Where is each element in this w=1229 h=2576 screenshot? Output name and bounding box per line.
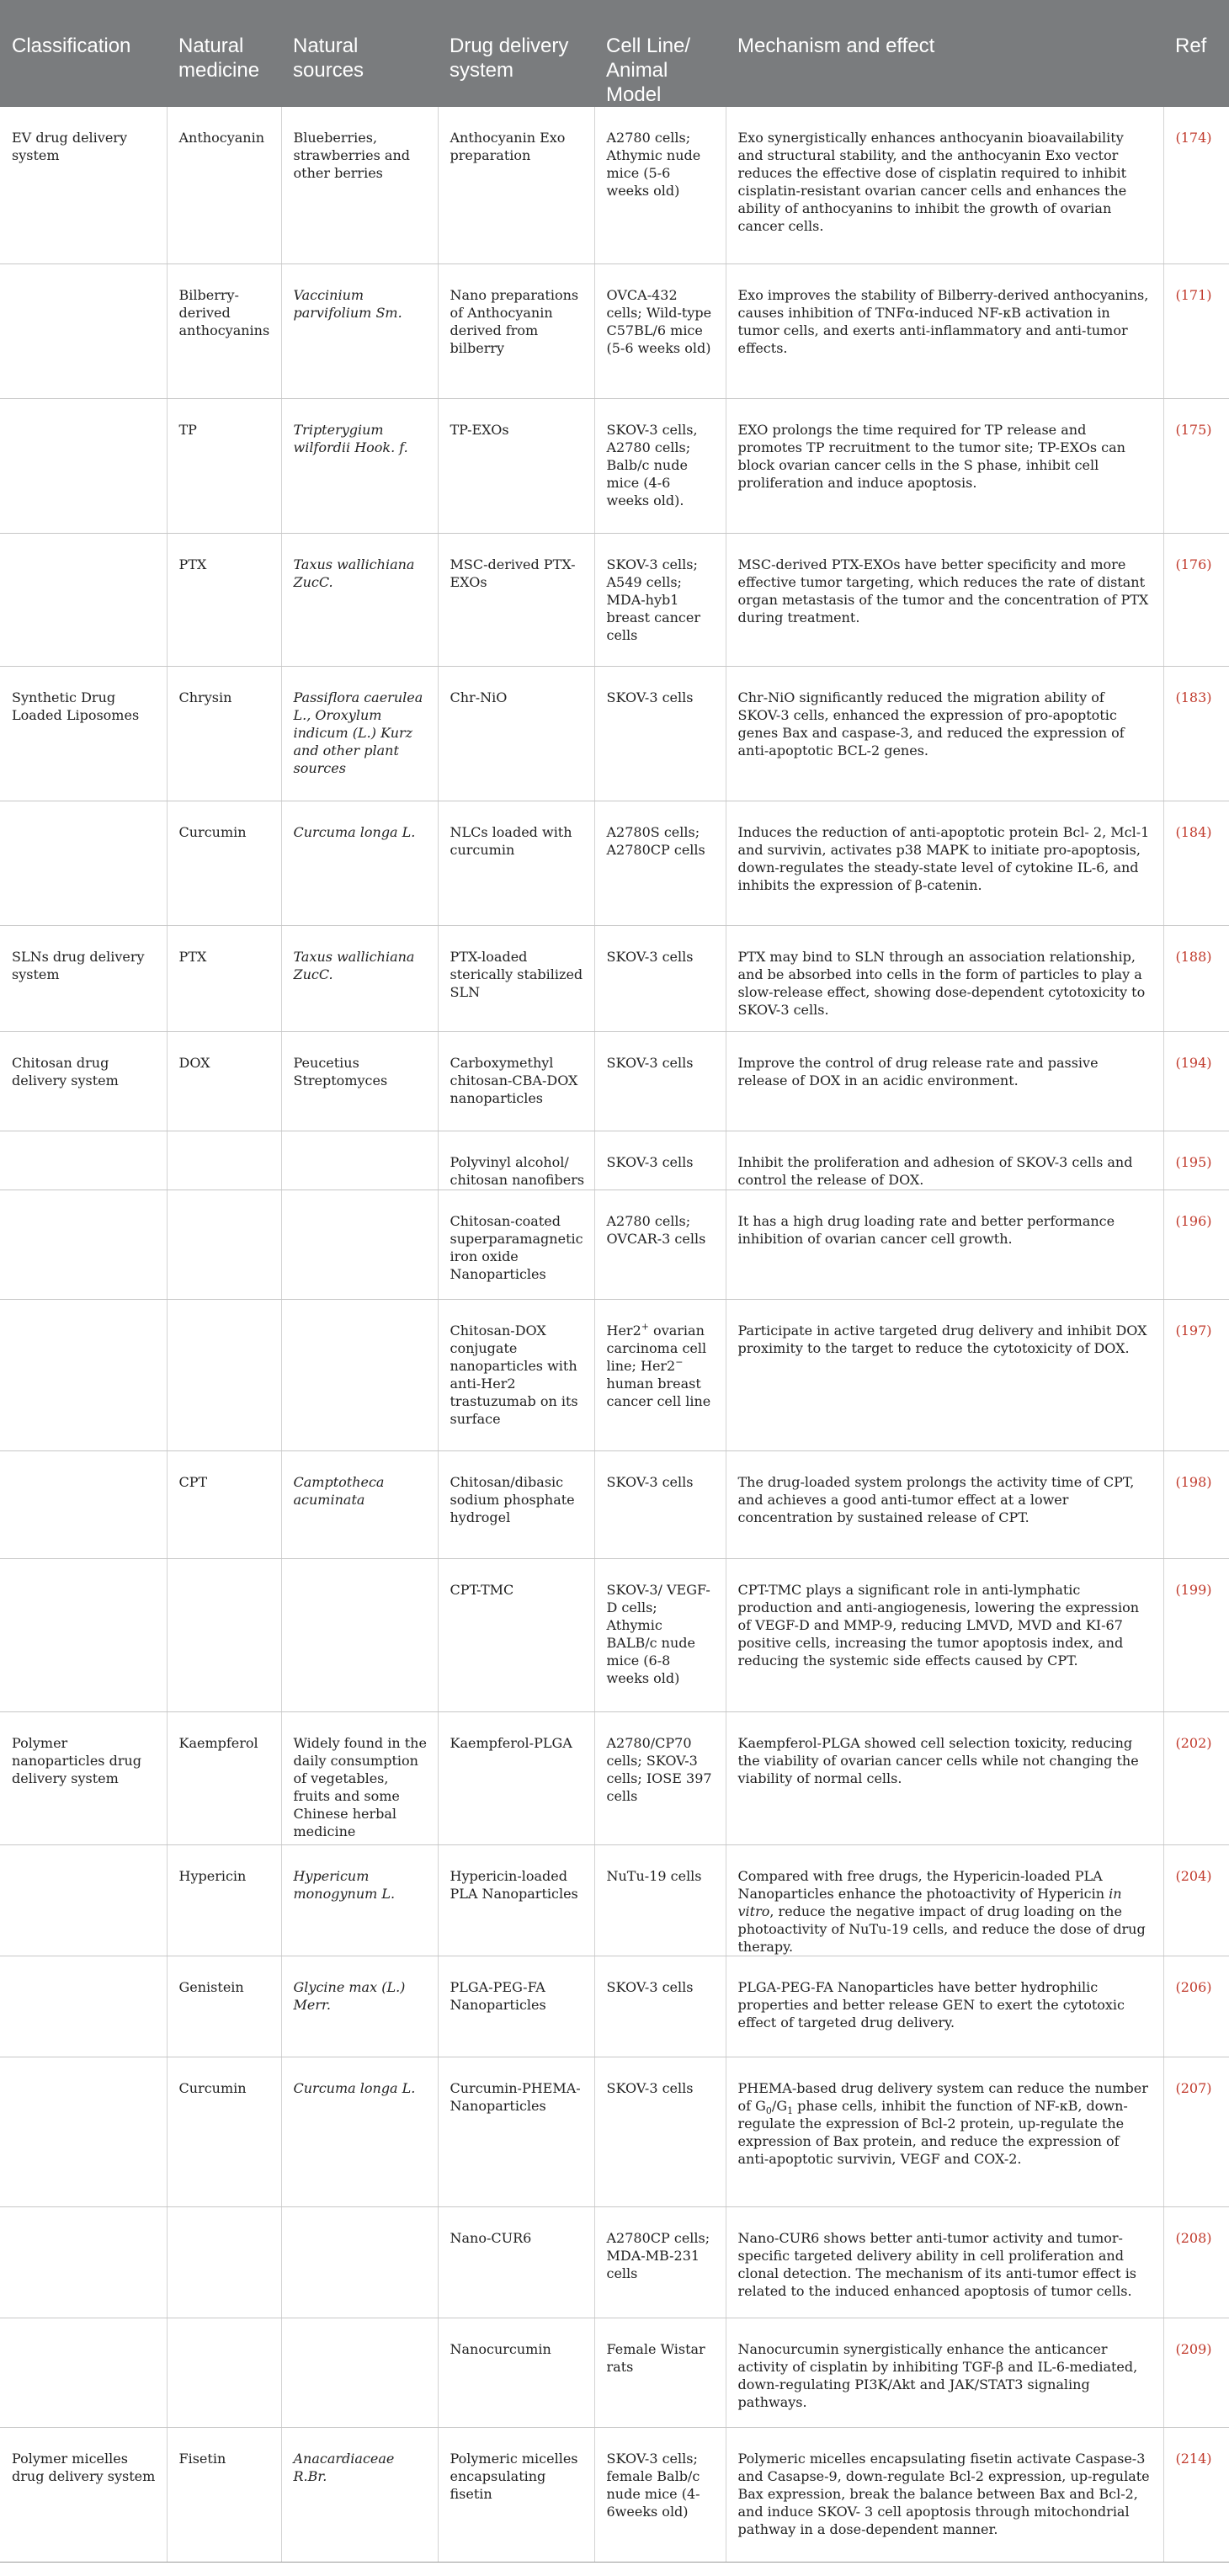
cell-system: Carboxymethyl chitosan-CBA-DOX nanoparticles (438, 1031, 594, 1131)
cell-classification (0, 1190, 167, 1299)
cell-system: PLGA-PEG-FA Nanoparticles (438, 1956, 594, 2057)
cell-source: Hypericum monogynum L. (281, 1844, 438, 1956)
cellline-text: Her2 (606, 1322, 641, 1339)
cell-medicine: PTX (167, 533, 281, 666)
cell-cellline: OVCA-432 cells; Wild-type C57BL/6 mice (5-6 weeks old) (594, 263, 726, 398)
cell-medicine: Curcumin (167, 801, 281, 925)
cell-cellline: SKOV-3 cells; A549 cells; MDA-hyb1 breast cancer cells (594, 533, 726, 666)
cell-medicine: Fisetin (167, 2427, 281, 2562)
cell-classification (0, 2057, 167, 2206)
cell-classification: Polymer nanoparticles drug delivery system (0, 1711, 167, 1844)
cell-classification (0, 1558, 167, 1711)
cell-source: Taxus wallichiana ZucC. (281, 925, 438, 1031)
cell-classification (0, 1844, 167, 1956)
cell-cellline: SKOV-3 cells (594, 2057, 726, 2206)
cell-cellline: NuTu-19 cells (594, 1844, 726, 1956)
ref-link[interactable]: (171) (1163, 263, 1229, 398)
cell-classification (0, 1131, 167, 1190)
ref-link[interactable]: (208) (1163, 2206, 1229, 2318)
header-cell-line: Cell Line/ Animal Model (606, 35, 691, 106)
table-row (0, 1956, 1229, 2057)
cell-mechanism: Exo improves the stability of Bilberry-derived anthocyanins, causes inhibition of TNFα-induced NF-κB activation in tumor cells, and exerts anti-inflammatory and anti-tumor effects. (726, 263, 1163, 398)
table-row (0, 2206, 1229, 2318)
table-row (0, 1190, 1229, 1299)
cell-source: Vaccinium parvifolium Sm. (281, 263, 438, 398)
cell-mechanism: PTX may bind to SLN through an association relationship, and be absorbed into cells in the form of particles to play a slow-release effect, showing dose-dependent cytotoxicity to SKOV-3 cells. (726, 925, 1163, 1031)
cell-mechanism: Improve the control of drug release rate and passive release of DOX in an acidic environment. (726, 1031, 1163, 1131)
cell-cellline: Female Wistar rats (594, 2318, 726, 2427)
table-row (0, 925, 1229, 1031)
table-row (0, 107, 1229, 263)
header-natural-medicine: Natural medicine (178, 35, 260, 82)
ref-link[interactable]: (174) (1163, 107, 1229, 263)
cell-mechanism (726, 1844, 1163, 1956)
cell-cellline: SKOV-3 cells (594, 1450, 726, 1558)
cell-classification (0, 1450, 167, 1558)
cell-classification: Chitosan drug delivery system (0, 1031, 167, 1131)
header-classification: Classification (12, 35, 131, 57)
cell-system: Chr-NiO (438, 666, 594, 801)
cell-source: Curcuma longa L. (281, 2057, 438, 2206)
cell-medicine: DOX (167, 1031, 281, 1131)
cell-cellline (594, 1299, 726, 1450)
ref-link[interactable]: (183) (1163, 666, 1229, 801)
cell-classification (0, 263, 167, 398)
cell-medicine (167, 2206, 281, 2318)
mechanism-text: , reduce the negative impact of drug loading on the photoactivity of NuTu-19 cells, and reduce the dose of drug therapy. (737, 1903, 1146, 1955)
cell-source (281, 2318, 438, 2427)
cell-source: Anacardiaceae R.Br. (281, 2427, 438, 2562)
ref-link[interactable]: (197) (1163, 1299, 1229, 1450)
ref-link[interactable]: (188) (1163, 925, 1229, 1031)
cell-source: Taxus wallichiana ZucC. (281, 533, 438, 666)
cell-medicine: Hypericin (167, 1844, 281, 1956)
cell-source: Blueberries, strawberries and other berries (281, 107, 438, 263)
cell-medicine: Chrysin (167, 666, 281, 801)
cell-medicine (167, 1299, 281, 1450)
ref-link[interactable]: (198) (1163, 1450, 1229, 1558)
cell-cellline: SKOV-3 cells (594, 1131, 726, 1190)
cell-system: MSC-derived PTX-EXOs (438, 533, 594, 666)
cell-classification: SLNs drug delivery system (0, 925, 167, 1031)
cell-classification: Synthetic Drug Loaded Liposomes (0, 666, 167, 801)
cell-system: Chitosan-DOX conjugate nanoparticles with anti-Her2 trastuzumab on its surface (438, 1299, 594, 1450)
cell-cellline: SKOV-3 cells, A2780 cells; Balb/c nude mice (4-6 weeks old). (594, 398, 726, 533)
cell-cellline: A2780S cells; A2780CP cells (594, 801, 726, 925)
header-mechanism: Mechanism and effect (737, 35, 935, 57)
cell-classification (0, 1956, 167, 2057)
table-row (0, 1450, 1229, 1558)
cell-mechanism: Participate in active targeted drug delivery and inhibit DOX proximity to the target to reduce the cytotoxicity of DOX. (726, 1299, 1163, 1450)
cell-system: Chitosan/dibasic sodium phosphate hydrogel (438, 1450, 594, 1558)
ref-link[interactable]: (194) (1163, 1031, 1229, 1131)
cell-medicine (167, 1190, 281, 1299)
cell-mechanism: PLGA-PEG-FA Nanoparticles have better hydrophilic properties and better release GEN to exert the cytotoxic effect of targeted drug delivery. (726, 1956, 1163, 2057)
cell-classification: Polymer micelles drug delivery system (0, 2427, 167, 2562)
cell-classification (0, 801, 167, 925)
table-row (0, 1558, 1229, 1711)
cellline-text: human breast cancer cell line (606, 1375, 711, 1409)
cell-cellline: A2780/CP70 cells; SKOV-3 cells; IOSE 397 cells (594, 1711, 726, 1844)
cellline-text: ovarian carcinoma cell line; Her2 (606, 1322, 707, 1374)
cell-source: Curcuma longa L. (281, 801, 438, 925)
cell-system: Nano-CUR6 (438, 2206, 594, 2318)
cell-medicine: CPT (167, 1450, 281, 1558)
ref-link[interactable]: (206) (1163, 1956, 1229, 2057)
table-row (0, 1031, 1229, 1131)
table-row (0, 2427, 1229, 2562)
table-row (0, 2318, 1229, 2427)
subscript: 0 (765, 2105, 772, 2116)
cell-mechanism: Exo synergistically enhances anthocyanin bioavailability and structural stability, and the anthocyanin Exo vector reduces the effective dose of cisplatin required to inhibit cisplatin-resistant ovarian cancer cells and enhances the ability of anthocyanins to inhibit the growth of ovarian cancer cells. (726, 107, 1163, 263)
cell-medicine (167, 1131, 281, 1190)
cell-medicine (167, 1558, 281, 1711)
table-row (0, 533, 1229, 666)
cell-source: Passiflora caerulea L., Oroxylum indicum (L.) Kurz and other plant sources (281, 666, 438, 801)
cell-mechanism: Kaempferol-PLGA showed cell selection toxicity, reducing the viability of ovarian cancer cells while not changing the viability of normal cells. (726, 1711, 1163, 1844)
cell-mechanism: The drug-loaded system prolongs the activity time of CPT, and achieves a good anti-tumor effect at a lower concentration by sustained release of CPT. (726, 1450, 1163, 1558)
cell-source (281, 1131, 438, 1190)
header-ref: Ref (1175, 35, 1207, 57)
cell-source: Glycine max (L.) Merr. (281, 1956, 438, 2057)
cell-system: Polymeric micelles encapsulating fisetin (438, 2427, 594, 2562)
cell-system: Kaempferol-PLGA (438, 1711, 594, 1844)
cell-cellline: SKOV-3 cells (594, 1031, 726, 1131)
cell-system: Hypericin-loaded PLA Nanoparticles (438, 1844, 594, 1956)
ref-link[interactable]: (176) (1163, 533, 1229, 666)
table-row (0, 2057, 1229, 2206)
cell-cellline: SKOV-3 cells (594, 1956, 726, 2057)
cell-source (281, 1299, 438, 1450)
cell-mechanism: It has a high drug loading rate and better performance inhibition of ovarian cancer cell growth. (726, 1190, 1163, 1299)
mechanism-italic-text: in vitro (737, 1885, 1122, 1919)
cell-cellline: SKOV-3 cells (594, 666, 726, 801)
cell-system: NLCs loaded with curcumin (438, 801, 594, 925)
cell-system: Polyvinyl alcohol/ chitosan nanofibers (438, 1131, 594, 1190)
cell-source: Peucetius Streptomyces (281, 1031, 438, 1131)
cell-source: Widely found in the daily consumption of vegetables, fruits and some Chinese herbal medicine (281, 1711, 438, 1844)
cell-system: Chitosan-coated superparamagnetic iron oxide Nanoparticles (438, 1190, 594, 1299)
superscript: + (641, 1321, 649, 1333)
cell-mechanism: Nano-CUR6 shows better anti-tumor activity and tumor-specific targeted delivery ability in cell proliferation and clonal detection. The mechanism of its anti-tumor effect is related to the induced enhanced apoptosis of tumor cells. (726, 2206, 1163, 2318)
cell-cellline: SKOV-3/ VEGF-D cells; Athymic BALB/c nude mice (6-8 weeks old) (594, 1558, 726, 1711)
mechanism-text: /G (771, 2097, 788, 2114)
cell-source (281, 1558, 438, 1711)
cell-system: CPT-TMC (438, 1558, 594, 1711)
cell-classification (0, 398, 167, 533)
cell-cellline: A2780 cells; OVCAR-3 cells (594, 1190, 726, 1299)
cell-source (281, 1190, 438, 1299)
mechanism-text: phase cells, inhibit the function of NF-κB, down-regulate the expression of Bcl-2 protein, up-regulate the expression of Bax protein, and reduce the expression of anti-apoptotic survivin, VEGF and COX-2. (737, 2097, 1128, 2167)
cell-medicine: Anthocyanin (167, 107, 281, 263)
cell-medicine: TP (167, 398, 281, 533)
cell-mechanism: MSC-derived PTX-EXOs have better specificity and more effective tumor targeting, which reduces the rate of distant organ metastasis of the tumor and the concentration of PTX during treatment. (726, 533, 1163, 666)
cell-mechanism: Induces the reduction of anti-apoptotic protein Bcl- 2, Mcl-1 and survivin, activates p38 MAPK to initiate pro-apoptosis, down-regulates the steady-state level of cytokine IL-6, and inhibits the expression of β-catenin. (726, 801, 1163, 925)
cell-mechanism: CPT-TMC plays a significant role in anti-lymphatic production and anti-angiogenesis, lowering the expression of VEGF-D and MMP-9, reducing LMVD, MVD and KI-67 positive cells, increasing the tumor apoptosis index, and reducing the systemic side effects caused by CPT. (726, 1558, 1163, 1711)
cell-system: Anthocyanin Exo preparation (438, 107, 594, 263)
cell-source: Camptotheca acuminata (281, 1450, 438, 1558)
cell-cellline: A2780CP cells; MDA-MB-231 cells (594, 2206, 726, 2318)
ref-link[interactable]: (214) (1163, 2427, 1229, 2562)
cell-mechanism: EXO prolongs the time required for TP release and promotes TP recruitment to the tumor site; TP-EXOs can block ovarian cancer cells in the S phase, inhibit cell proliferation and induce apoptosis. (726, 398, 1163, 533)
table-header-row (0, 0, 1229, 107)
cell-classification: EV drug delivery system (0, 107, 167, 263)
cell-classification (0, 1299, 167, 1450)
table-row (0, 801, 1229, 925)
ref-link[interactable]: (175) (1163, 398, 1229, 533)
table-row (0, 263, 1229, 398)
cell-mechanism: Nanocurcumin synergistically enhance the anticancer activity of cisplatin by inhibiting TGF-β and IL-6-mediated, down-regulating PI3K/Akt and JAK/STAT3 signaling pathways. (726, 2318, 1163, 2427)
table-row (0, 1844, 1229, 1956)
subscript: 1 (787, 2105, 794, 2116)
table-row (0, 1711, 1229, 1844)
ref-link[interactable]: (199) (1163, 1558, 1229, 1711)
mechanism-text: Compared with free drugs, the Hypericin-loaded PLA Nanoparticles enhance the photoactivity of Hypericin (737, 1867, 1109, 1902)
cell-system: TP-EXOs (438, 398, 594, 533)
cell-system: Nanocurcumin (438, 2318, 594, 2427)
ref-link[interactable]: (209) (1163, 2318, 1229, 2427)
table-row (0, 398, 1229, 533)
cell-mechanism: Inhibit the proliferation and adhesion of SKOV-3 cells and control the release of DOX. (726, 1131, 1163, 1190)
cell-system: Curcumin-PHEMA-Nanoparticles (438, 2057, 594, 2206)
ref-link[interactable]: (202) (1163, 1711, 1229, 1844)
cell-mechanism: Chr-NiO significantly reduced the migration ability of SKOV-3 cells, enhanced the expression of pro-apoptotic genes Bax and caspase-3, and reduced the expression of anti-apoptotic BCL-2 genes. (726, 666, 1163, 801)
cell-medicine: Genistein (167, 1956, 281, 2057)
ref-link[interactable]: (207) (1163, 2057, 1229, 2206)
ref-link[interactable]: (184) (1163, 801, 1229, 925)
table-row (0, 1131, 1229, 1190)
ref-link[interactable]: (195) (1163, 1131, 1229, 1190)
header-natural-sources: Natural sources (293, 35, 364, 82)
table-row (0, 1299, 1229, 1450)
cell-system: Nano preparations of Anthocyanin derived from bilberry (438, 263, 594, 398)
cell-medicine (167, 2318, 281, 2427)
superscript: − (675, 1356, 684, 1368)
cell-cellline: SKOV-3 cells (594, 925, 726, 1031)
header-drug-delivery-system: Drug delivery system (450, 35, 569, 82)
ref-link[interactable]: (204) (1163, 1844, 1229, 1956)
cell-medicine: Bilberry-derived anthocyanins (167, 263, 281, 398)
cell-system: PTX-loaded sterically stabilized SLN (438, 925, 594, 1031)
mechanism-text: PHEMA-based drug delivery system can reduce the number of G (737, 2079, 1148, 2114)
cell-medicine: Kaempferol (167, 1711, 281, 1844)
cell-source: Tripterygium wilfordii Hook. f. (281, 398, 438, 533)
cell-mechanism (726, 2057, 1163, 2206)
cell-source (281, 2206, 438, 2318)
cell-cellline: SKOV-3 cells; female Balb/c nude mice (4-6weeks old) (594, 2427, 726, 2562)
cell-mechanism: Polymeric micelles encapsulating fisetin activate Caspase-3 and Casapse-9, down-regulate Bcl-2 expression, up-regulate Bax expression, break the balance between Bax and Bcl-2, and induce SKOV- 3 cell apoptosis through mitochondrial pathway in a dose-dependent manner. (726, 2427, 1163, 2562)
cell-cellline: A2780 cells; Athymic nude mice (5-6 weeks old) (594, 107, 726, 263)
table-row (0, 666, 1229, 801)
cell-classification (0, 2318, 167, 2427)
cell-medicine: PTX (167, 925, 281, 1031)
cell-medicine: Curcumin (167, 2057, 281, 2206)
cell-classification (0, 2206, 167, 2318)
cell-classification (0, 533, 167, 666)
ref-link[interactable]: (196) (1163, 1190, 1229, 1299)
